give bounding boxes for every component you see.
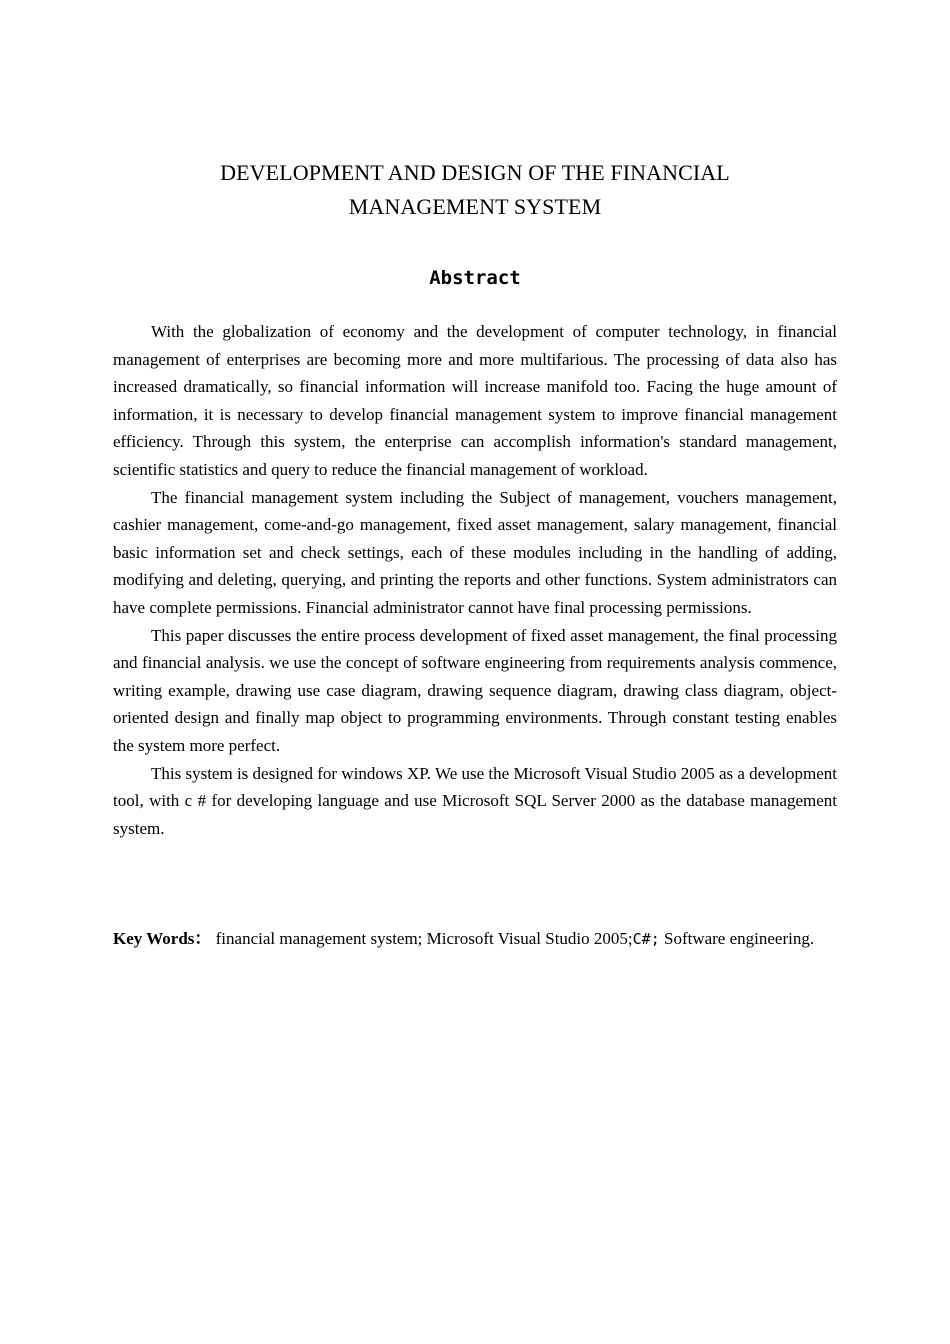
paper-title bbox=[113, 156, 837, 224]
keywords-line bbox=[113, 925, 837, 953]
abstract-body bbox=[113, 318, 837, 842]
abstract-paragraph-2: The financial management system including the Subject of management, vouchers management, cashier management, come-and-go management, fixed asset management, salary management, financial basic information set and check settings, each of these modules including in the handling of adding, modifying and deleting, querying, and printing the reports and other functions. System administrators can have complete permissions. Financial administrator cannot have final processing permissions. bbox=[113, 487, 837, 617]
abstract-heading: Abstract bbox=[429, 267, 521, 289]
abstract-paragraph-1: With the globalization of economy and the development of computer technology, in financial management of enterprises are becoming more and more multifarious. The processing of data also has increased dramatically, so financial information will increase manifold too. Facing the huge amount of information, it is necessary to develop financial management system to improve financial management efficiency. Through this system, the enterprise can accomplish information's standard management, scientific statistics and query to reduce the financial management of workload. bbox=[113, 322, 837, 479]
paper-title-line-2: MANAGEMENT SYSTEM bbox=[348, 194, 602, 219]
abstract-paragraph-4: This system is designed for windows XP. We use the Microsoft Visual Studio 2005 as a development tool, with c # for developing language and use Microsoft SQL Server 2000 as the database management system. bbox=[113, 763, 837, 838]
paper-title-line-1: DEVELOPMENT AND DESIGN OF THE FINANCIAL bbox=[220, 160, 730, 185]
keywords-text-3: Software engineering. bbox=[659, 929, 815, 948]
keywords-text-1: financial management system; Microsoft Visual Studio 2005; bbox=[211, 929, 633, 948]
keywords-text-2: C#; bbox=[632, 930, 660, 948]
keywords-label: Key Words： bbox=[113, 929, 212, 948]
abstract-paragraph-3: This paper discusses the entire process development of fixed asset management, the final processing and financial analysis. we use the concept of software engineering from requirements analysis commence, writing example, drawing use case diagram, drawing sequence diagram, drawing class diagram, object-oriented design and finally map object to programming environments. Through constant testing enables the system more perfect. bbox=[113, 625, 837, 755]
